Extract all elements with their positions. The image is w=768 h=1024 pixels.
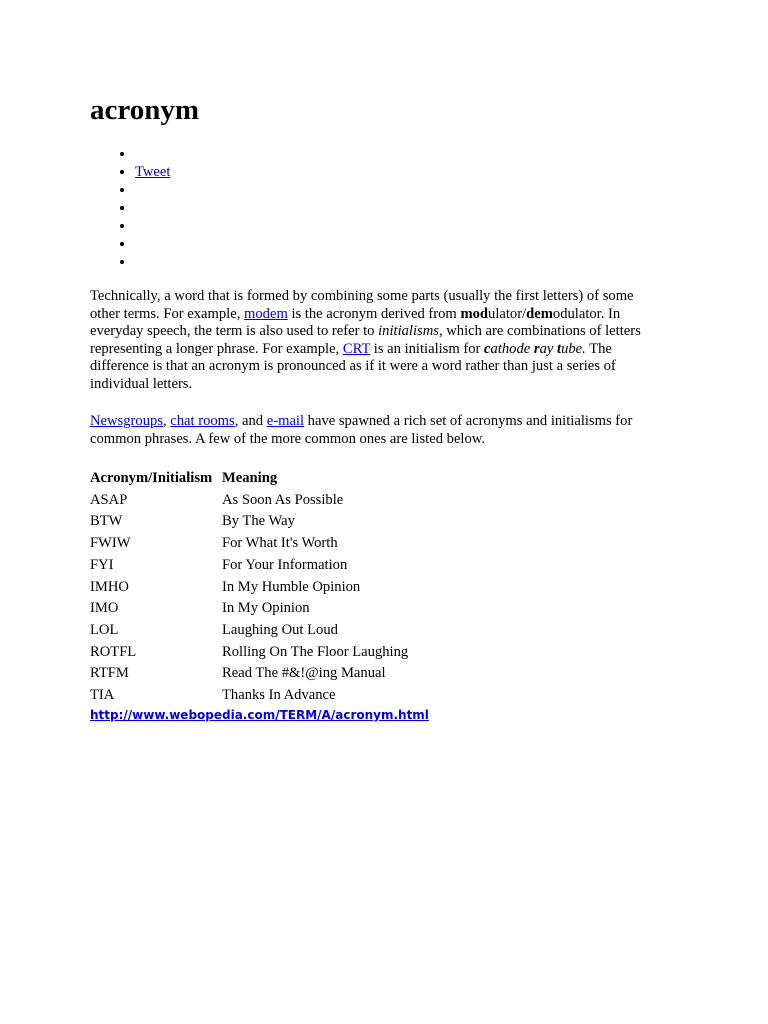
table-row	[88, 555, 410, 577]
p1-text-1: Technically, a word that is formed by combining some parts (usually the first letters) of some other terms. For example,	[90, 288, 634, 322]
p1-bold-t: t	[557, 340, 562, 357]
table-row	[88, 620, 410, 642]
crt-link[interactable]: CRT	[342, 340, 371, 357]
acronym-cell: ROTFL	[90, 643, 137, 660]
p1-text-5: which are combinations of letters representing a longer phrase. For example,	[90, 323, 641, 357]
table-row	[88, 598, 410, 620]
share-item-5	[135, 217, 695, 235]
acronym-cell: BTW	[90, 513, 123, 530]
acronym-table	[88, 468, 410, 707]
acronym-cell: LOL	[90, 621, 119, 638]
header-meaning: Meaning	[222, 470, 278, 487]
modem-link[interactable]: modem	[244, 305, 288, 322]
p1-text-7: The difference is that an acronym is pronounced as if it were a word rather than just a series of individual letters.	[90, 340, 616, 392]
table-row	[88, 642, 410, 664]
acronym-cell: FYI	[90, 556, 114, 573]
share-item-6	[135, 235, 695, 253]
acronym-cell: ASAP	[90, 491, 128, 508]
tweet-link[interactable]: Tweet	[135, 164, 171, 180]
table-row	[88, 533, 410, 555]
p1-bold-dem: dem	[526, 305, 553, 322]
acronym-cell: FWIW	[90, 535, 131, 552]
header-acronym: Acronym/Initialism	[90, 470, 213, 487]
p1-bold-c: c	[484, 340, 491, 357]
acronym-cell: IMHO	[90, 578, 129, 595]
p2-text-rest: have spawned a rich set of acronyms and initialisms for common phrases. A few of the more common ones are listed below.	[90, 413, 633, 447]
p1-text-6: is an initialism for	[370, 340, 485, 357]
p2-sep-2: , and	[234, 413, 267, 429]
share-list	[90, 145, 695, 271]
p1-cathode-rest: athode	[490, 340, 534, 357]
p1-text-2: is the acronym derived from	[287, 305, 461, 322]
meaning-cell: By The Way	[222, 513, 295, 530]
meaning-cell: For What It's Worth	[222, 535, 338, 552]
table-row	[88, 576, 410, 598]
p1-text-3: ulator/	[488, 305, 527, 322]
table-body	[88, 490, 410, 707]
meaning-cell: Laughing Out Loud	[222, 621, 338, 638]
p1-bold-r: r	[533, 340, 540, 357]
p1-text-4: odulator. In everyday speech, the term is also used to refer to	[90, 305, 621, 339]
meaning-cell: Read The #&!@ing Manual	[222, 665, 386, 682]
p1-tube-rest: ube.	[561, 340, 586, 357]
meaning-cell: Rolling On The Floor Laughing	[222, 643, 409, 660]
share-item-1	[135, 145, 695, 163]
source-url-link[interactable]: http://www.webopedia.com/TERM/A/acronym.html	[90, 708, 429, 722]
table-row	[88, 511, 410, 533]
p2-sep-1: ,	[162, 413, 171, 429]
acronym-cell: TIA	[90, 686, 115, 703]
table-header-row	[88, 468, 410, 490]
share-item-tweet	[135, 163, 695, 181]
p1-italic-initialisms: initialisms,	[378, 323, 443, 339]
meaning-cell: For Your Information	[222, 556, 348, 573]
usage-paragraph	[90, 413, 665, 448]
newsgroups-link[interactable]: Newsgroups	[90, 413, 163, 429]
meaning-cell: As Soon As Possible	[222, 491, 344, 508]
share-item-4	[135, 199, 695, 217]
acronym-cell: RTFM	[90, 665, 129, 682]
p1-bold-mod: mod	[460, 305, 489, 322]
page-title: acronym	[90, 94, 200, 126]
email-link[interactable]: e-mail	[266, 413, 305, 429]
acronym-cell: IMO	[90, 600, 119, 617]
table-head	[88, 468, 410, 490]
table-row	[88, 490, 410, 512]
share-item-3	[135, 181, 695, 199]
p1-ray-rest: ay	[539, 340, 558, 357]
share-item-7	[135, 253, 695, 271]
meaning-cell: In My Humble Opinion	[222, 578, 361, 595]
p1-cathode-ray-tube	[484, 341, 586, 357]
chat-rooms-link[interactable]: chat rooms	[170, 413, 235, 429]
definition-paragraph	[90, 288, 665, 393]
table-row	[88, 663, 410, 685]
table-row	[88, 685, 410, 707]
meaning-cell: Thanks In Advance	[222, 686, 336, 703]
meaning-cell: In My Opinion	[222, 600, 310, 617]
